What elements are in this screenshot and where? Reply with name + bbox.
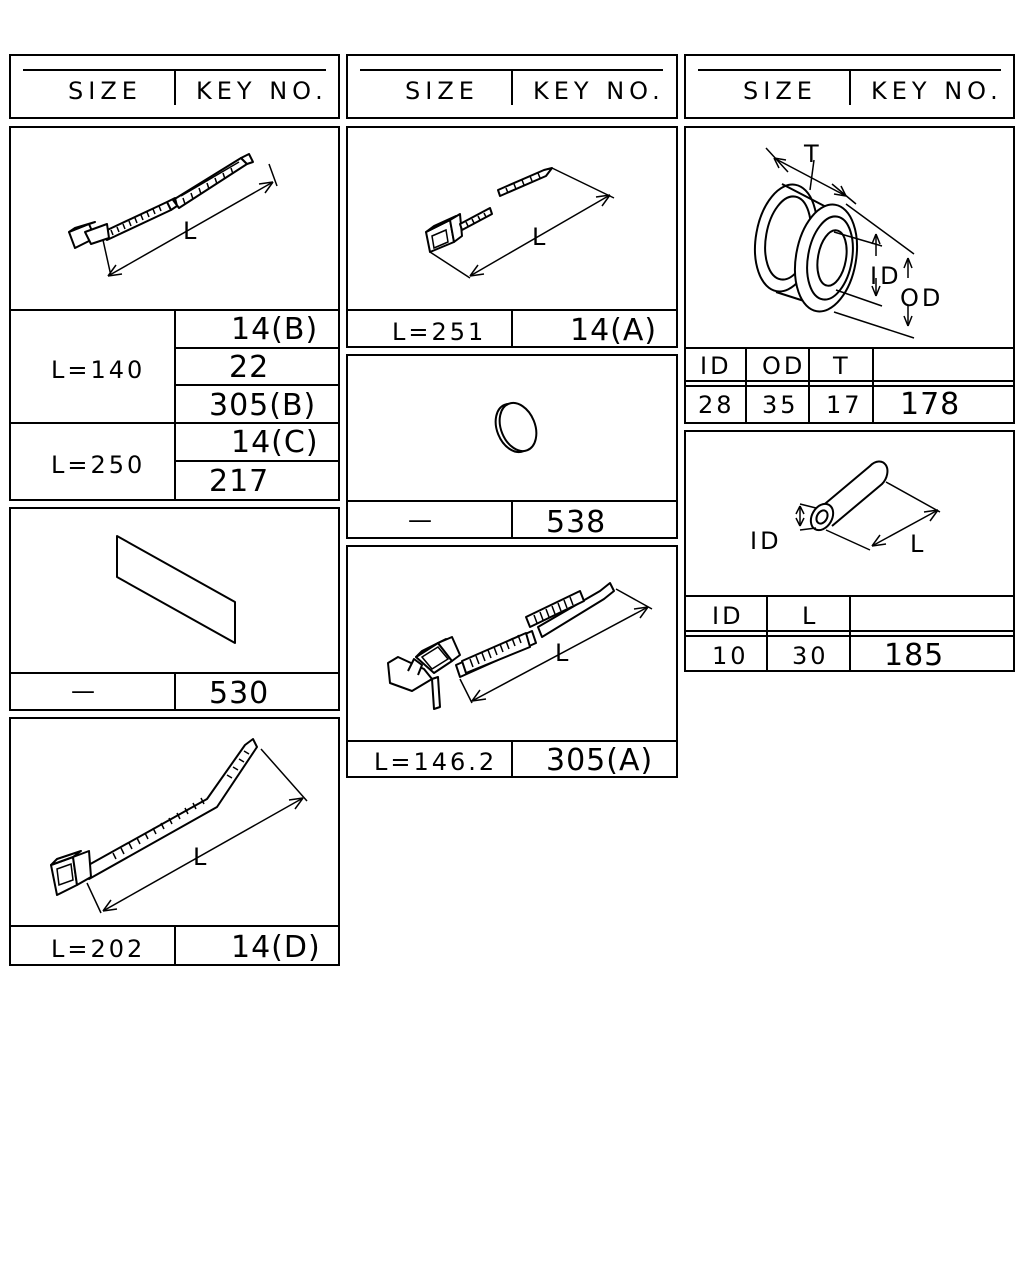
dimension-label-l: L <box>183 217 200 245</box>
column-header-od: OD <box>762 352 806 380</box>
key-number: 538 <box>546 505 607 540</box>
l-value: 30 <box>792 642 829 670</box>
key-no-header: KEY NO. <box>871 77 1003 105</box>
key-number: 217 <box>209 464 270 499</box>
key-number: 305(B) <box>209 388 317 423</box>
dimension-label-l: L <box>910 530 927 558</box>
key-no-header: KEY NO. <box>196 77 328 105</box>
size-value: — <box>408 506 435 534</box>
thin-cable-tie-illustration <box>348 128 680 313</box>
od-value: 35 <box>762 391 799 419</box>
long-cable-tie-part <box>9 717 340 966</box>
key-number: 178 <box>900 387 961 422</box>
dimension-label-id: ID <box>750 527 782 555</box>
size-value: L=250 <box>51 451 146 479</box>
column-header-t: T <box>833 352 851 380</box>
column-header-id: ID <box>700 352 732 380</box>
size-value: L=202 <box>51 935 146 963</box>
dimension-label-l: L <box>193 843 210 871</box>
id-value: 28 <box>698 391 735 419</box>
size-header: SIZE <box>68 77 142 105</box>
key-number: 14(C) <box>231 425 319 460</box>
tube-part <box>684 430 1015 672</box>
tape-part <box>9 507 340 711</box>
long-cable-tie-illustration <box>11 719 342 929</box>
key-number: 14(D) <box>231 930 321 965</box>
plug-illustration <box>348 356 680 501</box>
grommet-illustration <box>686 128 1017 348</box>
id-value: 10 <box>712 642 749 670</box>
header-box-col1 <box>9 54 340 119</box>
size-value: L=251 <box>392 318 487 346</box>
t-value: 17 <box>826 391 863 419</box>
tube-illustration <box>686 432 1017 597</box>
size-header: SIZE <box>743 77 817 105</box>
plug-part <box>346 354 678 539</box>
short-cable-tie-part <box>9 126 340 501</box>
size-header: SIZE <box>405 77 479 105</box>
dimension-label-od: OD <box>900 284 944 312</box>
key-no-header: KEY NO. <box>533 77 665 105</box>
thin-cable-tie-part <box>346 126 678 348</box>
header-box-col2 <box>346 54 678 119</box>
header-box-col3 <box>684 54 1015 119</box>
size-value: L=146.2 <box>374 748 498 776</box>
key-number: 22 <box>229 350 270 385</box>
column-header-id: ID <box>712 602 744 630</box>
key-number: 185 <box>884 638 945 673</box>
key-number: 14(A) <box>570 313 658 348</box>
dimension-label-t: T <box>804 140 822 168</box>
dimension-label-id: ID <box>870 262 902 290</box>
clip-cable-tie-illustration <box>348 547 680 742</box>
dimension-label-l: L <box>532 223 549 251</box>
key-number: 530 <box>209 676 270 711</box>
size-value: — <box>71 677 98 705</box>
key-number: 305(A) <box>546 743 654 778</box>
clip-cable-tie-part <box>346 545 678 778</box>
short-cable-tie-illustration <box>11 128 342 313</box>
key-number: 14(B) <box>231 312 319 347</box>
size-value: L=140 <box>51 356 146 384</box>
tape-illustration <box>11 509 342 674</box>
column-header-l: L <box>802 602 819 630</box>
grommet-part <box>684 126 1015 424</box>
dimension-label-l: L <box>555 639 572 667</box>
